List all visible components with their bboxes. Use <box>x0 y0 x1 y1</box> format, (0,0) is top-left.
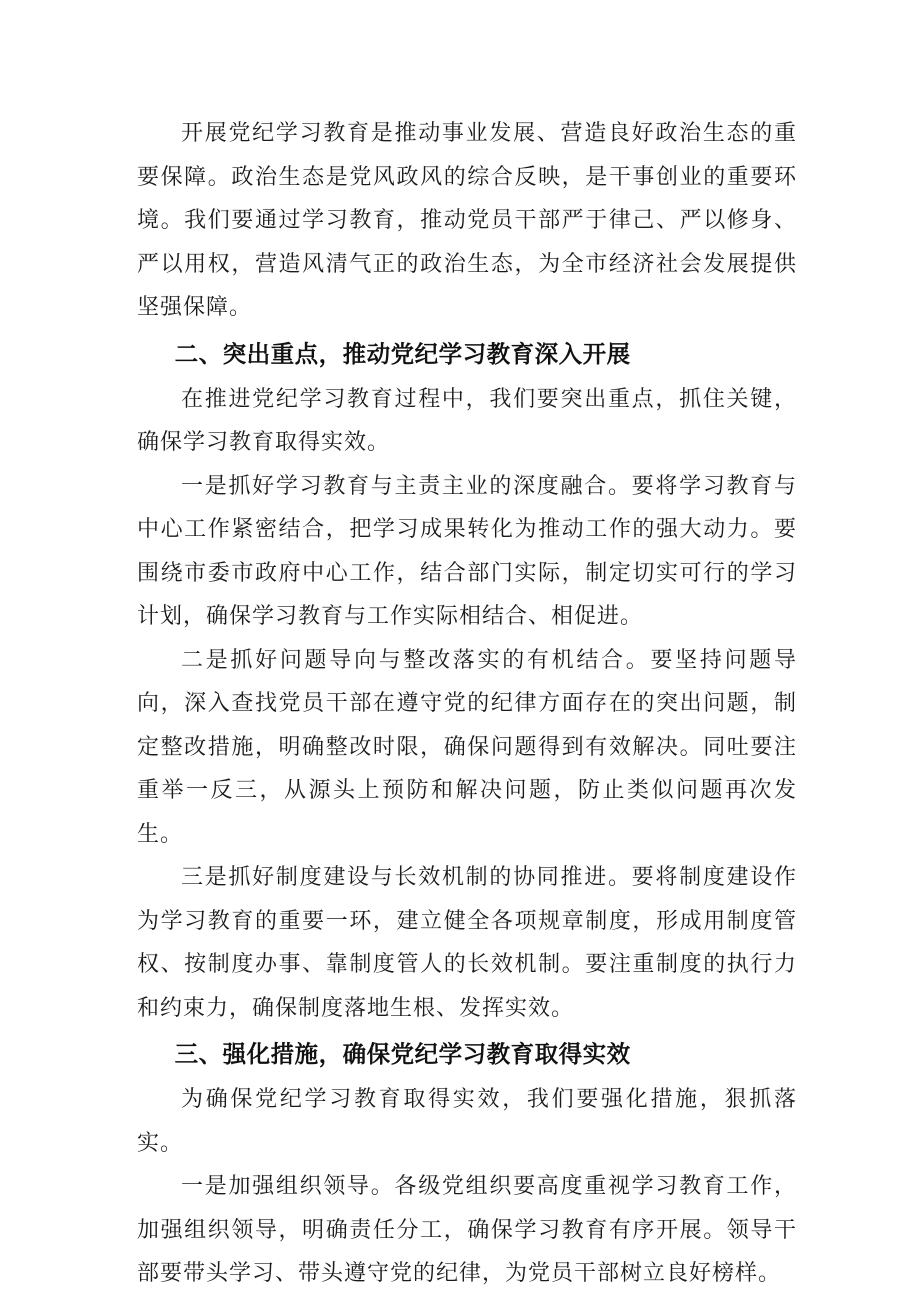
section-heading-2: 二、突出重点，推动党纪学习教育深入开展 <box>174 339 631 368</box>
section-heading-3: 三、强化措施，确保党纪学习教育取得实效 <box>174 1040 631 1068</box>
document-body <box>137 112 797 1296</box>
paragraph-organization-leadership: 一是加强组织领导。各级党组织要高度重视学习教育工作，加强组织领导，明确责任分工，确保学习教育有序开展。领导干部要带头学习、带头遵守党的纪律，为党员干部树立良好榜样。 <box>137 1174 797 1286</box>
paragraph-point-3: 三是抓好制度建设与长效机制的协同推进。要将制度建设作为学习教育的重要一环，建立健全各项规章制度，形成用制度管权、按制度办事、靠制度管人的长效机制。要注重制度的执行力和约束力，确保制度落地生根、发挥实效。 <box>137 865 797 1021</box>
paragraph-point-2: 二是抓好问题导向与整改落实的有机结合。要坚持问题导向，深入查找党员干部在遵守党的纪律方面存在的突出问题，制定整改措施，明确整改时限，确保问题得到有效解决。同吐要注重举一反三，从源头上预防和解决问题，防止类似问题再次发生。 <box>137 647 797 847</box>
paragraph-section-2-intro: 在推进党纪学习教育过程中，我们要突出重点，抓住关键，确保学习教育取得实效。 <box>137 386 797 455</box>
paragraph-point-1: 一是抓好学习教育与主责主业的深度融合。要将学习教育与中心工作紧密结合，把学习成果转化为推动工作的强大动力。要围绕市委市政府中心工作，结合部门实际，制定切实可行的学习计划，确保学习教育与工作实际相结合、相促进。 <box>137 473 797 629</box>
paragraph-political-ecology: 开展党纪学习教育是推动事业发展、营造良好政治生态的重要保障。政治生态是党风政风的综合反映，是干事创业的重要环境。我们要通过学习教育，推动党员干部严于律己、严以修身、严以用权，营造风清气正的政治生态，为全市经济社会发展提供坚强保障。 <box>137 121 797 320</box>
paragraph-section-3-intro: 为确保党纪学习教育取得实效，我们要强化措施，狠抓落实。 <box>137 1087 797 1156</box>
